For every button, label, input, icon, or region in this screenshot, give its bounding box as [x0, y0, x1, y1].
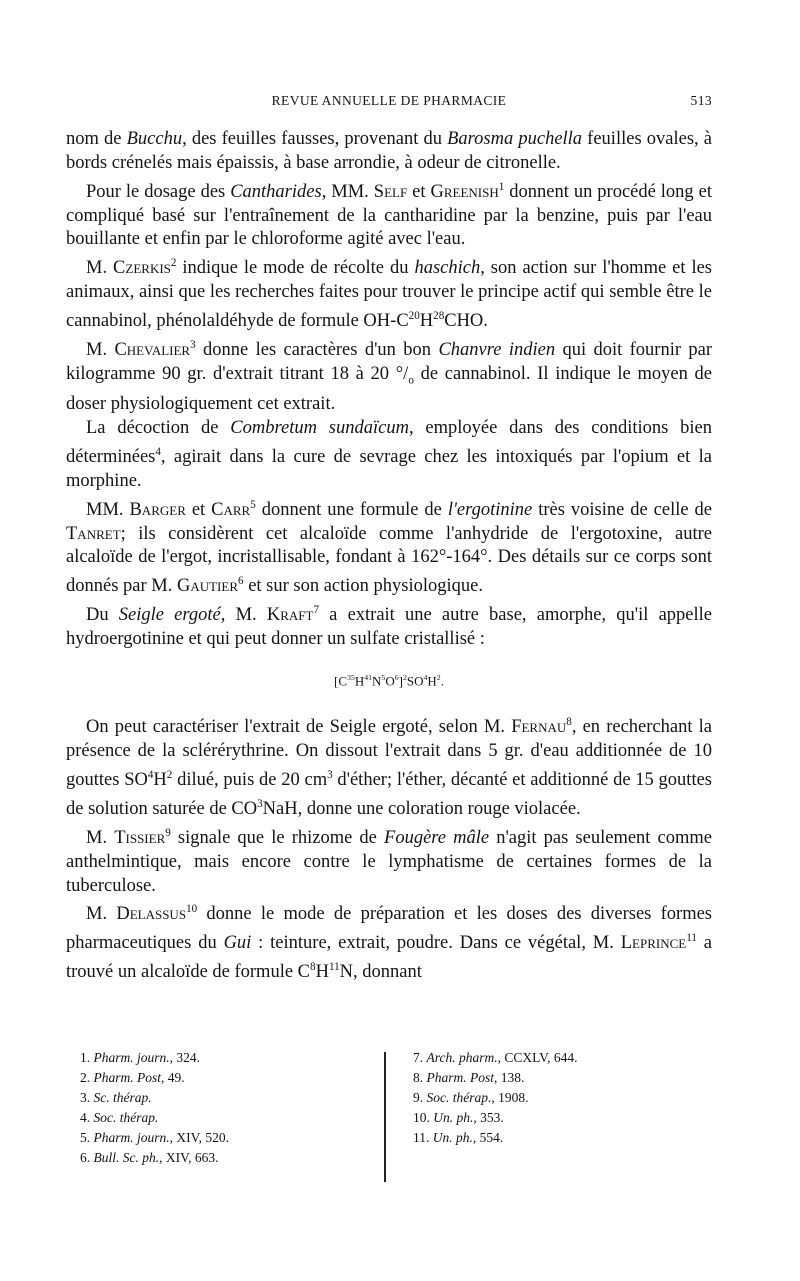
footnote-reference: , XIV, 520.: [169, 1130, 230, 1145]
footnote-source: Pharm. journ.: [93, 1050, 170, 1065]
text-run: n'agit pas seulement comme anthelmintique, mais encore contre le lymphatisme de certaines formes de la tuberculose.: [66, 828, 712, 896]
body-text: [66, 128, 712, 985]
text-run: NaH, donne une coloration rouge violacée.: [262, 799, 581, 820]
text-run: M.: [86, 258, 114, 279]
superscript: 6: [238, 575, 244, 588]
footnote-reference: , 353.: [473, 1110, 504, 1125]
paragraph: [66, 417, 712, 494]
superscript: 35: [347, 672, 355, 682]
footnote-item: [413, 1128, 703, 1148]
text-run: , des feuilles fausses, provenant du: [182, 129, 448, 149]
author-name: Tissier: [114, 828, 166, 849]
text-run: donne les caractères d'un bon: [195, 340, 439, 360]
text-run: O: [385, 673, 395, 689]
footnote-item: [80, 1128, 370, 1148]
text-run: CHO.: [444, 311, 488, 332]
text-run: nom de: [66, 129, 127, 149]
author-name: Fernau: [511, 717, 567, 738]
footnote-item: [80, 1048, 370, 1068]
text-run: SO: [406, 673, 424, 689]
text-run: MM.: [86, 499, 130, 520]
superscript: 7: [313, 604, 319, 617]
footnote-source: Un. ph.: [433, 1110, 474, 1125]
superscript: 9: [165, 826, 171, 839]
page-number: 513: [690, 93, 712, 108]
paragraph: [66, 599, 712, 652]
superscript: 1: [498, 180, 505, 193]
footnote-number: 9.: [413, 1090, 427, 1105]
paragraph: [66, 822, 712, 899]
footnote-number: 3.: [80, 1090, 94, 1105]
footnote-item: [80, 1088, 370, 1108]
italic-term: Combretum sundaïcum: [230, 418, 409, 439]
superscript: 4: [155, 445, 161, 458]
text-run: a extrait une autre base, amorphe, qu'il appelle hydroergotinine et qui peut donner un sulfate cristallisé :: [66, 605, 712, 650]
superscript: 3: [257, 797, 263, 810]
italic-term: Cantharides: [230, 181, 322, 202]
text-run: dilué, puis de 20 cm: [172, 770, 328, 791]
text-run: On peut caractériser l'extrait de Seigle ergoté, selon M.: [86, 717, 512, 738]
footnote-reference: , 554.: [472, 1130, 504, 1145]
author-name: Gautier: [176, 576, 239, 597]
footnote-item: [413, 1108, 703, 1128]
footnote-reference: , 138.: [494, 1070, 525, 1085]
superscript: 4: [423, 672, 428, 682]
italic-term: Barosma puchella: [447, 129, 583, 149]
footnote-item: [80, 1108, 370, 1128]
italic-term: Chanvre indien: [438, 340, 556, 360]
author-name: Carr: [211, 499, 251, 520]
footnotes-right-column: [413, 1048, 703, 1148]
text-run: qui doit fournir par kilogramme 90 gr. d'extrait titrant 18 à 20 °/: [66, 340, 712, 384]
text-run: d'éther; l'éther, décanté et additionné de 15 gouttes de solution saturée de CO: [66, 770, 712, 820]
text-run: donne le mode de préparation et les doses des diverses formes pharmaceutiques du: [66, 904, 713, 954]
text-run: ]: [398, 673, 403, 689]
text-run: et: [185, 499, 212, 520]
superscript: 11: [328, 961, 340, 974]
paragraph: [66, 898, 712, 985]
footnote-source: Bull. Sc. ph.: [93, 1150, 160, 1165]
text-run: de cannabinol. Il indique le moyen de doser physiologiquement cet extrait.: [66, 363, 712, 415]
italic-term: Bucchu: [126, 129, 183, 149]
footnote-source: Pharm. journ.: [93, 1130, 170, 1145]
text-run: N: [372, 673, 382, 689]
text-run: : teinture, extrait, poudre. Dans ce végétal, M.: [251, 933, 621, 954]
text-run: .: [440, 673, 444, 689]
paragraph: [66, 494, 712, 600]
italic-term: l'ergotinine: [447, 499, 533, 520]
footnote-number: 7.: [413, 1050, 427, 1065]
text-run: donnent un procédé long et compliqué basé sur l'entraînement de la cantharidine par la benzine, puis par l'eau bouillante et enfin par le chloroforme agité avec l'eau.: [66, 181, 712, 250]
superscript: 6: [394, 672, 399, 682]
paragraph: [66, 128, 712, 176]
text-run: et sur son action physiologique.: [243, 576, 484, 597]
superscript: 3: [190, 338, 196, 351]
text-run: , employée dans des conditions bien déterminées: [66, 418, 712, 468]
text-run: M.: [86, 340, 115, 360]
paragraph: [66, 252, 712, 334]
text-run: donnent une formule de: [255, 499, 448, 520]
text-run: , MM.: [321, 181, 374, 202]
text-run: et: [407, 181, 431, 202]
author-name: Greenish: [430, 181, 499, 202]
superscript: 5: [250, 498, 256, 511]
chemical-formula: [66, 668, 712, 691]
footnote-reference: , XIV, 663.: [159, 1150, 219, 1165]
italic-term: Seigle ergoté: [118, 605, 221, 626]
text-run: , M.: [220, 605, 267, 626]
text-run: Pour le dosage des: [86, 181, 231, 202]
superscript: 4: [147, 768, 154, 781]
text-run: H: [427, 673, 437, 689]
superscript: 2: [170, 257, 177, 270]
superscript: 41: [364, 672, 373, 682]
text-run: H: [315, 962, 329, 983]
footnote-source: Sc. thérap.: [93, 1090, 152, 1105]
text-run: , en recherchant la présence de la sclérérythrine. On dissout l'extrait dans 5 gr. d'eau additionnée de 10 gouttes SO: [66, 717, 712, 791]
author-name: Kraft: [266, 605, 314, 626]
text-run: , agirait dans la cure de sevrage chez les intoxiqués par l'opium et la morphine.: [66, 447, 712, 491]
footnote-item: [80, 1148, 370, 1168]
footnote-number: 11.: [413, 1130, 433, 1145]
text-run: o: [408, 374, 414, 387]
text-run: Du: [86, 605, 119, 626]
author-name: Czerkis: [113, 258, 171, 279]
italic-term: haschich: [414, 258, 481, 279]
text-run: , son action sur l'homme et les animaux, ainsi que les recherches faites pour trouver le principe actif qui semble être le cannabinol, phénolaldéhyde de formule OH-C: [66, 258, 712, 332]
footnote-number: 6.: [80, 1150, 94, 1165]
text-run: très voisine de celle de: [532, 499, 712, 520]
footnote-source: Un. ph.: [432, 1130, 473, 1145]
footnote-source: Soc. thérap.: [93, 1110, 159, 1125]
footnote-number: 8.: [413, 1070, 427, 1085]
italic-term: Gui: [223, 933, 252, 954]
footnotes-left-column: [80, 1048, 370, 1168]
superscript: 28: [433, 309, 445, 322]
footnote-source: Arch. pharm.: [426, 1050, 498, 1065]
text-run: feuilles ovales, à bords crénelés mais épaissis, à base arrondie, à odeur de citronelle.: [66, 129, 712, 173]
footnote-number: 2.: [80, 1070, 94, 1085]
journal-title: REVUE ANNUELLE DE PHARMACIE: [271, 93, 507, 108]
superscript: 8: [310, 961, 316, 974]
footnote-source: Soc. thérap.: [426, 1090, 492, 1105]
superscript: 20: [408, 309, 420, 322]
footnote-reference: , CCXLV, 644.: [497, 1050, 578, 1065]
superscript: 10: [186, 903, 198, 916]
paragraph: [66, 334, 712, 417]
text-run: La décoction de: [86, 418, 231, 439]
paragraph: [66, 711, 712, 822]
footnote-item: [413, 1088, 703, 1108]
superscript: 2: [436, 672, 441, 682]
footnote-reference: , 49.: [161, 1070, 185, 1085]
author-name: Self: [373, 181, 408, 202]
text-run: H: [419, 311, 434, 332]
footnote-number: 4.: [80, 1110, 94, 1125]
text-run: [C: [334, 673, 348, 689]
text-run: M.: [86, 904, 117, 925]
footnote-item: [413, 1048, 703, 1068]
footnote-number: 1.: [80, 1050, 94, 1065]
footnote-source: Pharm. Post: [93, 1070, 161, 1085]
superscript: 5: [381, 672, 386, 682]
footnote-reference: , 324.: [169, 1050, 201, 1065]
footnote-source: Pharm. Post: [426, 1070, 494, 1085]
footnote-item: [413, 1068, 703, 1088]
text-run: M.: [86, 828, 115, 849]
text-run: H: [153, 770, 167, 791]
footnote-item: [80, 1068, 370, 1088]
superscript: 8: [566, 716, 572, 729]
paragraph: [66, 176, 712, 253]
author-name: Delassus: [116, 904, 187, 925]
footnote-reference: , 1908.: [491, 1090, 529, 1105]
author-name: Tanret: [66, 523, 121, 544]
footnote-number: 5.: [80, 1130, 94, 1145]
footnote-divider: [384, 1052, 386, 1182]
text-run: a trouvé un alcaloïde de formule C: [66, 933, 712, 983]
author-name: Leprince: [620, 933, 687, 954]
text-run: indique le mode de récolte du: [176, 258, 415, 279]
italic-term: Fougère mâle: [384, 828, 490, 849]
text-run: H: [354, 673, 365, 689]
superscript: 2: [166, 768, 173, 781]
author-name: Chevalier: [114, 340, 191, 360]
text-run: signale que le rhizome de: [170, 828, 385, 849]
author-name: Barger: [129, 499, 186, 520]
superscript: 11: [686, 932, 697, 945]
text-run: ; ils considèrent cet alcaloïde comme l'anhydride de l'ergotoxine, autre alcaloïde de l'ergot, incristallisable, fondant à 162°-164°. Des détails sur ce corps sont donnés par M.: [66, 523, 712, 597]
footnote-number: 10.: [413, 1110, 434, 1125]
text-run: N, donnant: [339, 962, 422, 983]
running-header: [66, 93, 712, 113]
superscript: 3: [327, 768, 333, 781]
superscript: 2: [402, 672, 407, 682]
